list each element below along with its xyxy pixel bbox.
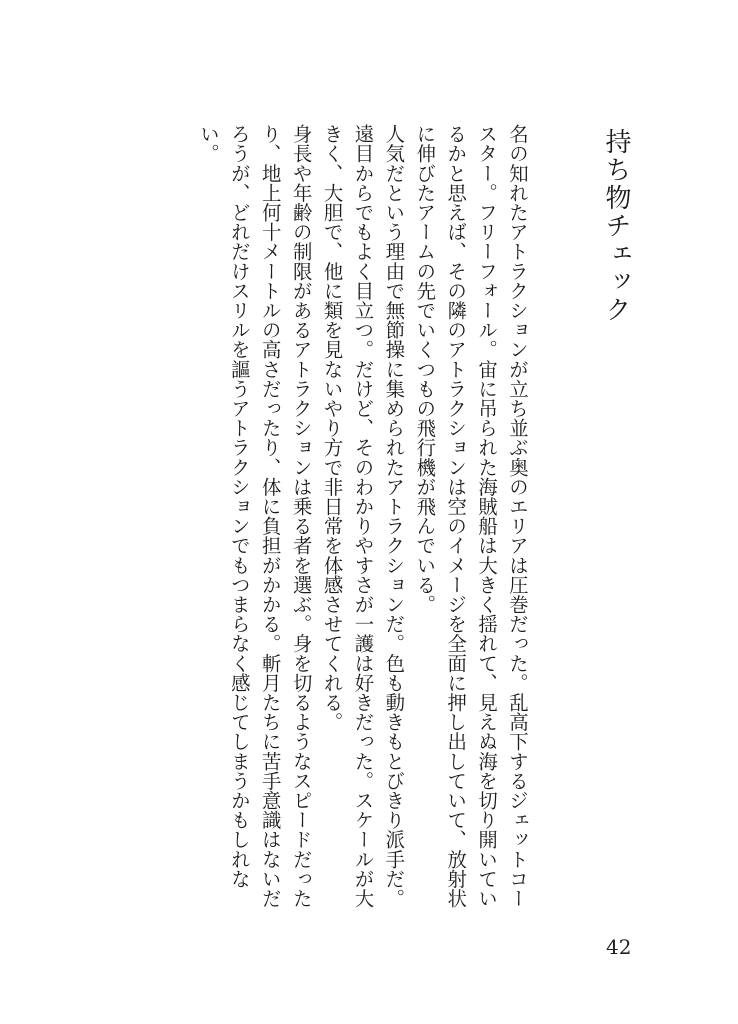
page-number: 42 [606,935,632,959]
chapter-title: 持ち物チェック [601,128,631,324]
body-text [196,124,532,924]
paragraph-3: 身長や年齢の制限があるアトラクションは乗る者を選ぶ。身を切るようなスピードだったり、地上何十メートルの高さだったり、体に負担がかかる。斬月たちに苦手意識はないだろうが、どれだけスリルを謳うアトラクションでもつまらなく感じてしまうかもしれない。 [196,124,313,908]
paragraph-2: 人気だという理由で無節操に集められたアトラクションだ。色も動きもとびきり派手だ。遠目からでもよく目立つ。だけど、そのわかりやすさが一護は好きだった。スケールが大きく、大胆で、他に類を見ないやり方で非日常を体感させてくれる。 [320,124,406,908]
paragraph-1: 名の知れたアトラクションが立ち並ぶ奥のエリアは圧巻だった。乱高下するジェットコースター。フリーフォール。宙に吊られた海賊船は大きく揺れて、見えぬ海を切り開いているかと思えば、その隣のアトラクションは空のイメージを全面に押し出していて、放射状に伸びたアームの先でいくつもの飛行機が飛んでいる。 [413,124,529,908]
